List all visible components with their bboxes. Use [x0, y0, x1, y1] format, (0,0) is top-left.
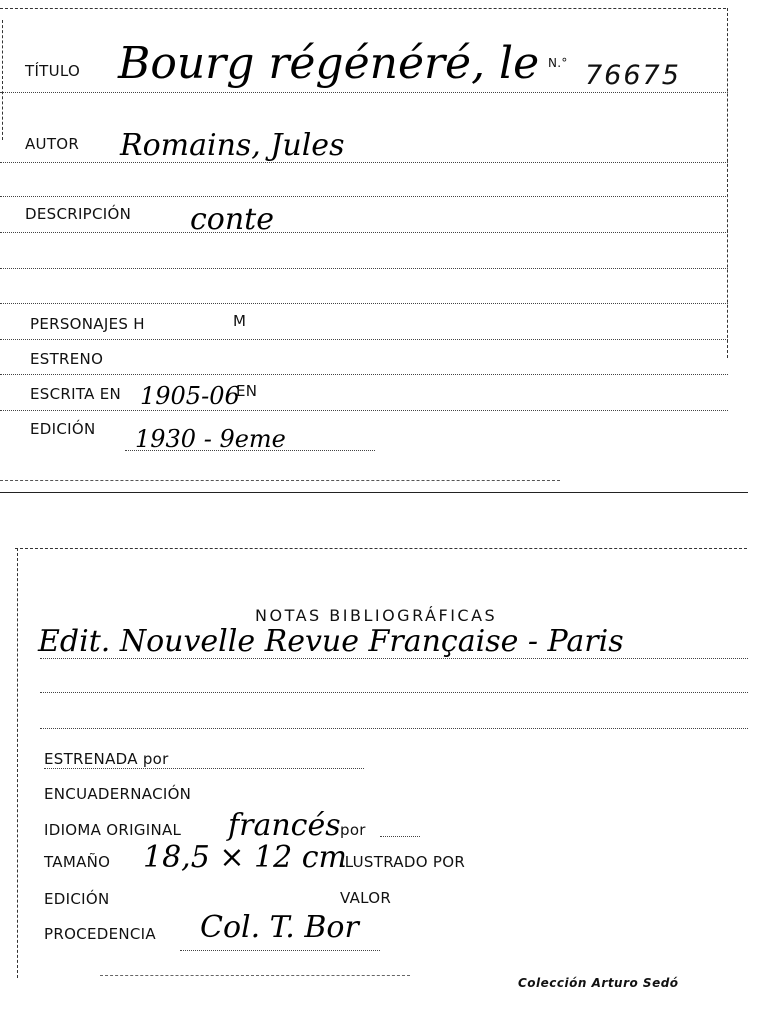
por-label: por — [340, 821, 366, 839]
numero-value: 76675 — [585, 60, 681, 91]
rule-line — [40, 728, 748, 729]
card-right-border — [727, 8, 728, 358]
rule-line — [0, 162, 728, 163]
numero-label: N.° — [548, 56, 568, 70]
personajes-m-label: M — [233, 312, 247, 330]
edicion-value: 1930 - 9eme — [135, 425, 286, 453]
idioma-label: IDIOMA ORIGINAL — [44, 821, 182, 839]
notas-value: Edit. Nouvelle Revue Française - Paris — [38, 624, 624, 659]
autor-label: AUTOR — [25, 135, 80, 153]
escrita-label: ESCRITA EN — [30, 385, 122, 403]
rule-line — [380, 836, 420, 837]
tamano-value: 18,5 × 12 cm — [143, 840, 347, 875]
rule-line — [40, 692, 748, 693]
rule-line — [0, 92, 728, 93]
catalog-card-top — [0, 0, 759, 495]
rule-line — [0, 303, 728, 304]
rule-line — [0, 339, 728, 340]
idioma-value: francés — [228, 808, 341, 843]
escrita-value: 1905-06 — [140, 382, 240, 410]
card-top-border — [0, 8, 726, 9]
card-left-border — [17, 548, 18, 978]
card-top-border — [15, 548, 747, 549]
collection-credit: Colección Arturo Sedó — [518, 976, 679, 990]
rule-line — [0, 196, 728, 197]
rule-line — [0, 374, 728, 375]
procedencia-label: PROCEDENCIA — [44, 925, 156, 943]
descripcion-label: DESCRIPCIÓN — [25, 205, 132, 223]
rule-line — [44, 768, 364, 769]
notas-heading: NOTAS BIBLIOGRÁFICAS — [255, 606, 498, 625]
rule-line — [0, 232, 728, 233]
rule-line — [0, 410, 728, 411]
procedencia-value: Col. T. Bor — [200, 910, 359, 945]
valor-label: VALOR — [340, 889, 392, 907]
ilustrado-label: ILUSTRADO POR — [340, 853, 466, 871]
titulo-value: Bourg régénéré, le — [118, 38, 540, 89]
edicion-label: EDICIÓN — [30, 420, 96, 438]
edicion-label-2: EDICIÓN — [44, 890, 110, 908]
titulo-label: TÍTULO — [25, 62, 81, 80]
rule-line — [125, 450, 375, 451]
card-edge — [0, 480, 560, 481]
card-left-border — [2, 20, 3, 140]
rule-line — [40, 658, 748, 659]
estrenada-label: ESTRENADA por — [44, 750, 169, 768]
card-separator — [0, 492, 748, 493]
estreno-label: ESTRENO — [30, 350, 104, 368]
descripcion-value: conte — [190, 202, 274, 237]
encuadernacion-label: ENCUADERNACIÓN — [44, 785, 192, 803]
rule-line — [0, 268, 728, 269]
card-edge — [100, 975, 410, 976]
personajes-label: PERSONAJES H — [30, 315, 145, 333]
catalog-card-bottom — [0, 540, 759, 980]
rule-line — [180, 950, 380, 951]
autor-value: Romains, Jules — [120, 128, 345, 163]
tamano-label: TAMAÑO — [44, 853, 111, 871]
escrita-en-label: EN — [236, 382, 258, 400]
